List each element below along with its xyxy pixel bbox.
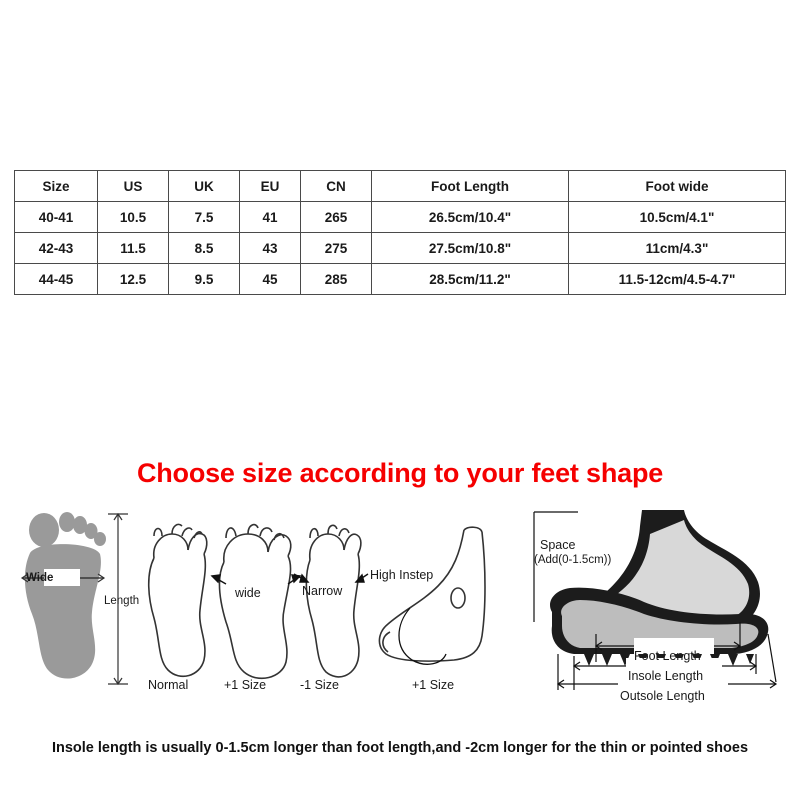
cell-us: 10.5 bbox=[98, 202, 169, 233]
cell-size: 40-41 bbox=[15, 202, 98, 233]
table-header-eu: EU bbox=[240, 171, 301, 202]
table-header-cn: CN bbox=[301, 171, 372, 202]
size-table-container bbox=[14, 170, 786, 295]
normal-foot-icon bbox=[134, 512, 214, 687]
high-instep-bottom-label: +1 Size bbox=[412, 678, 455, 692]
cell-foot-length: 28.5cm/11.2" bbox=[372, 264, 569, 295]
cell-us: 12.5 bbox=[98, 264, 169, 295]
feet-shape-diagram bbox=[0, 500, 800, 730]
cell-foot-wide: 10.5cm/4.1" bbox=[569, 202, 786, 233]
narrow-foot-bottom-label: -1 Size bbox=[300, 678, 339, 692]
table-header-foot-wide: Foot wide bbox=[569, 171, 786, 202]
cell-cn: 265 bbox=[301, 202, 372, 233]
cell-foot-wide: 11.5-12cm/4.5-4.7" bbox=[569, 264, 786, 295]
table-header-foot-length: Foot Length bbox=[372, 171, 569, 202]
cell-size: 44-45 bbox=[15, 264, 98, 295]
shoe-measure-icon bbox=[518, 504, 788, 694]
outsole-length-label: Outsole Length bbox=[620, 689, 705, 703]
size-chart-table bbox=[14, 170, 786, 295]
cell-size: 42-43 bbox=[15, 233, 98, 264]
table-row bbox=[15, 202, 786, 233]
footprint-length-label: Length bbox=[104, 595, 140, 607]
table-header-us: US bbox=[98, 171, 169, 202]
cell-uk: 7.5 bbox=[169, 202, 240, 233]
wide-foot-bottom-label: +1 Size bbox=[224, 678, 267, 692]
narrow-foot-icon bbox=[288, 512, 372, 687]
page-title: Choose size according to your feet shape bbox=[136, 458, 664, 488]
footprint-wide-label: Wide bbox=[26, 572, 54, 584]
table-header-row bbox=[15, 171, 786, 202]
normal-foot-bottom-label: Normal bbox=[148, 678, 189, 692]
cell-cn: 275 bbox=[301, 233, 372, 264]
high-instep-foot-icon bbox=[368, 512, 508, 687]
space-label: Space bbox=[540, 538, 576, 552]
cell-uk: 8.5 bbox=[169, 233, 240, 264]
cell-uk: 9.5 bbox=[169, 264, 240, 295]
table-header-uk: UK bbox=[169, 171, 240, 202]
footnote-text: Insole length is usually 0-1.5cm longer than foot length,and -2cm longer for the thin or pointed shoes bbox=[51, 740, 749, 756]
cell-eu: 41 bbox=[240, 202, 301, 233]
gray-footprint-icon bbox=[8, 508, 138, 708]
table-row bbox=[15, 233, 786, 264]
cell-us: 11.5 bbox=[98, 233, 169, 264]
cell-foot-length: 26.5cm/10.4" bbox=[372, 202, 569, 233]
high-instep-top-label: High Instep bbox=[370, 568, 434, 582]
cell-cn: 285 bbox=[301, 264, 372, 295]
insole-length-label: Insole Length bbox=[628, 669, 704, 683]
space-sublabel: (Add(0-1.5cm)) bbox=[534, 554, 612, 566]
cell-foot-length: 27.5cm/10.8" bbox=[372, 233, 569, 264]
foot-length-label: Foot Length bbox=[634, 649, 701, 663]
cell-foot-wide: 11cm/4.3" bbox=[569, 233, 786, 264]
cell-eu: 43 bbox=[240, 233, 301, 264]
table-row bbox=[15, 264, 786, 295]
cell-eu: 45 bbox=[240, 264, 301, 295]
table-header-size: Size bbox=[15, 171, 98, 202]
narrow-foot-top-label: Narrow bbox=[302, 584, 343, 598]
wide-foot-top-label: wide bbox=[235, 586, 261, 600]
